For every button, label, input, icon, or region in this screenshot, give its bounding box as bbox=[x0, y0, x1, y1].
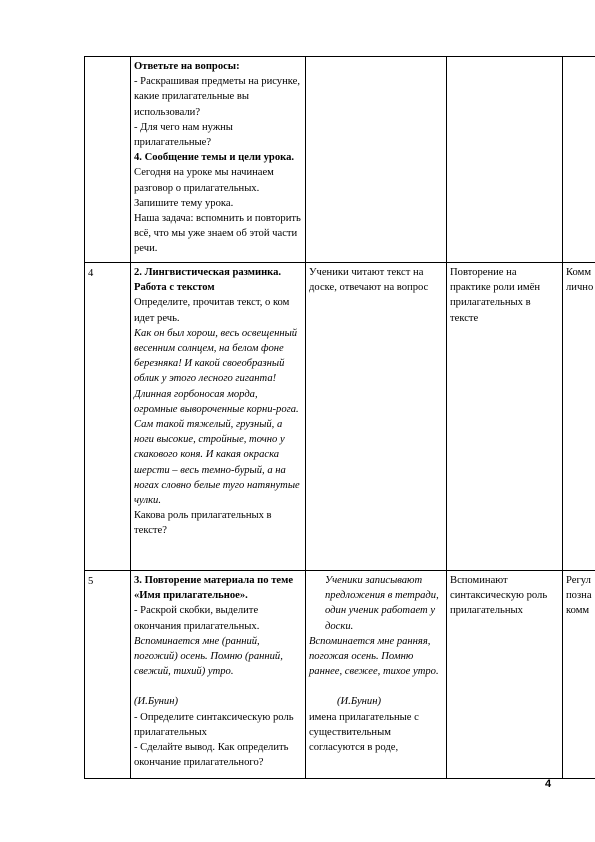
cell-line: (И.Бунин) bbox=[337, 696, 381, 708]
table-border bbox=[84, 570, 595, 571]
cell-line: комм bbox=[566, 605, 590, 617]
row-number: 4 bbox=[88, 268, 94, 279]
uud-cell bbox=[566, 573, 595, 619]
cell-line: Вспоминается мне (ранний, погожий) осень. Помню (ранний, свежий, тихий) утро. bbox=[134, 635, 283, 678]
cell-line: Регул bbox=[566, 575, 591, 586]
cell-line: - Для чего нам нужны прилагательные? bbox=[134, 121, 233, 149]
cell-line: лично bbox=[566, 282, 594, 294]
cell-line: Повторение на практике роли имён прилагательных в тексте bbox=[450, 267, 541, 324]
cell-line: (И.Бунин) bbox=[134, 696, 178, 708]
table-border bbox=[562, 56, 563, 778]
cell-line: Ответьте на вопросы: bbox=[134, 61, 240, 72]
table-border bbox=[446, 56, 447, 778]
students-cell bbox=[309, 573, 443, 755]
cell-line: имена прилагательные с существительным согласуются в роде, bbox=[309, 711, 419, 754]
cell-line: 3. Повторение материала по теме «Имя прилагательное». bbox=[134, 575, 294, 602]
cell-line: 2. Лингвистическая разминка. Работа с текстом bbox=[134, 267, 282, 294]
result-cell bbox=[450, 265, 558, 326]
cell-line: Сегодня на уроке мы начинаем разговор о прилагательных. Запишите тему урока. bbox=[134, 167, 274, 209]
cell-line: Определите, прочитав текст, о ком идет речь. bbox=[134, 297, 290, 324]
result-cell bbox=[450, 573, 550, 619]
table-border bbox=[84, 56, 85, 778]
cell-line: - Раскрой скобки, выделите окончания прилагательных. bbox=[134, 605, 260, 632]
students-cell bbox=[309, 265, 443, 295]
cell-line: Вспоминается мне ранняя, погожая осень. Помню раннее, свежее, тихое утро. bbox=[309, 635, 439, 678]
cell-line: - Раскрашивая предметы на рисунке, какие прилагательные вы использовали? bbox=[134, 76, 300, 118]
cell-line: Комм bbox=[566, 267, 592, 278]
stage-cell bbox=[134, 59, 302, 257]
table-border bbox=[84, 56, 595, 57]
table-border bbox=[305, 56, 306, 778]
cell-line: Вспоминают синтаксическую роль прилагательных bbox=[450, 575, 548, 617]
cell-line: 4. Сообщение темы и цели урока. bbox=[134, 152, 295, 164]
stage-cell bbox=[134, 573, 302, 770]
cell-line: Какова роль прилагательных в тексте? bbox=[134, 510, 272, 537]
page-number: 4 bbox=[545, 778, 552, 790]
cell-line: - Сделайте вывод. Как определить окончание прилагательного? bbox=[134, 742, 289, 769]
stage-cell bbox=[134, 265, 302, 539]
cell-line: Как он был хорош, весь освещенный весенним солнцем, на белом фоне березняка! И какой своеобразный облик у этого лесного гиганта! Длинная горбоносая морда, огромные вывороченные корни-рога. Сам такой тяжелый, грузный, а ноги высокие, стройные, точно у скакового коня. И какая окраска шерсти – весь темно-бурый, а на ногах словно белые туго натянутые чулки. bbox=[134, 327, 300, 507]
uud-cell bbox=[566, 265, 595, 295]
table-border bbox=[84, 262, 595, 263]
table-border bbox=[130, 56, 131, 778]
cell-line: Ученики читают текст на доске, отвечают на вопрос bbox=[309, 267, 429, 294]
row-number: 5 bbox=[88, 576, 94, 587]
table-border bbox=[84, 778, 595, 779]
cell-line: позна bbox=[566, 590, 592, 602]
cell-line: Наша задача: вспомнить и повторить всё, что мы уже знаем об этой части речи. bbox=[134, 213, 301, 255]
cell-line: Ученики записывают предложения в тетради, один ученик работает у доски. bbox=[325, 575, 439, 632]
cell-line: - Определите синтаксическую роль прилагательных bbox=[134, 711, 294, 738]
